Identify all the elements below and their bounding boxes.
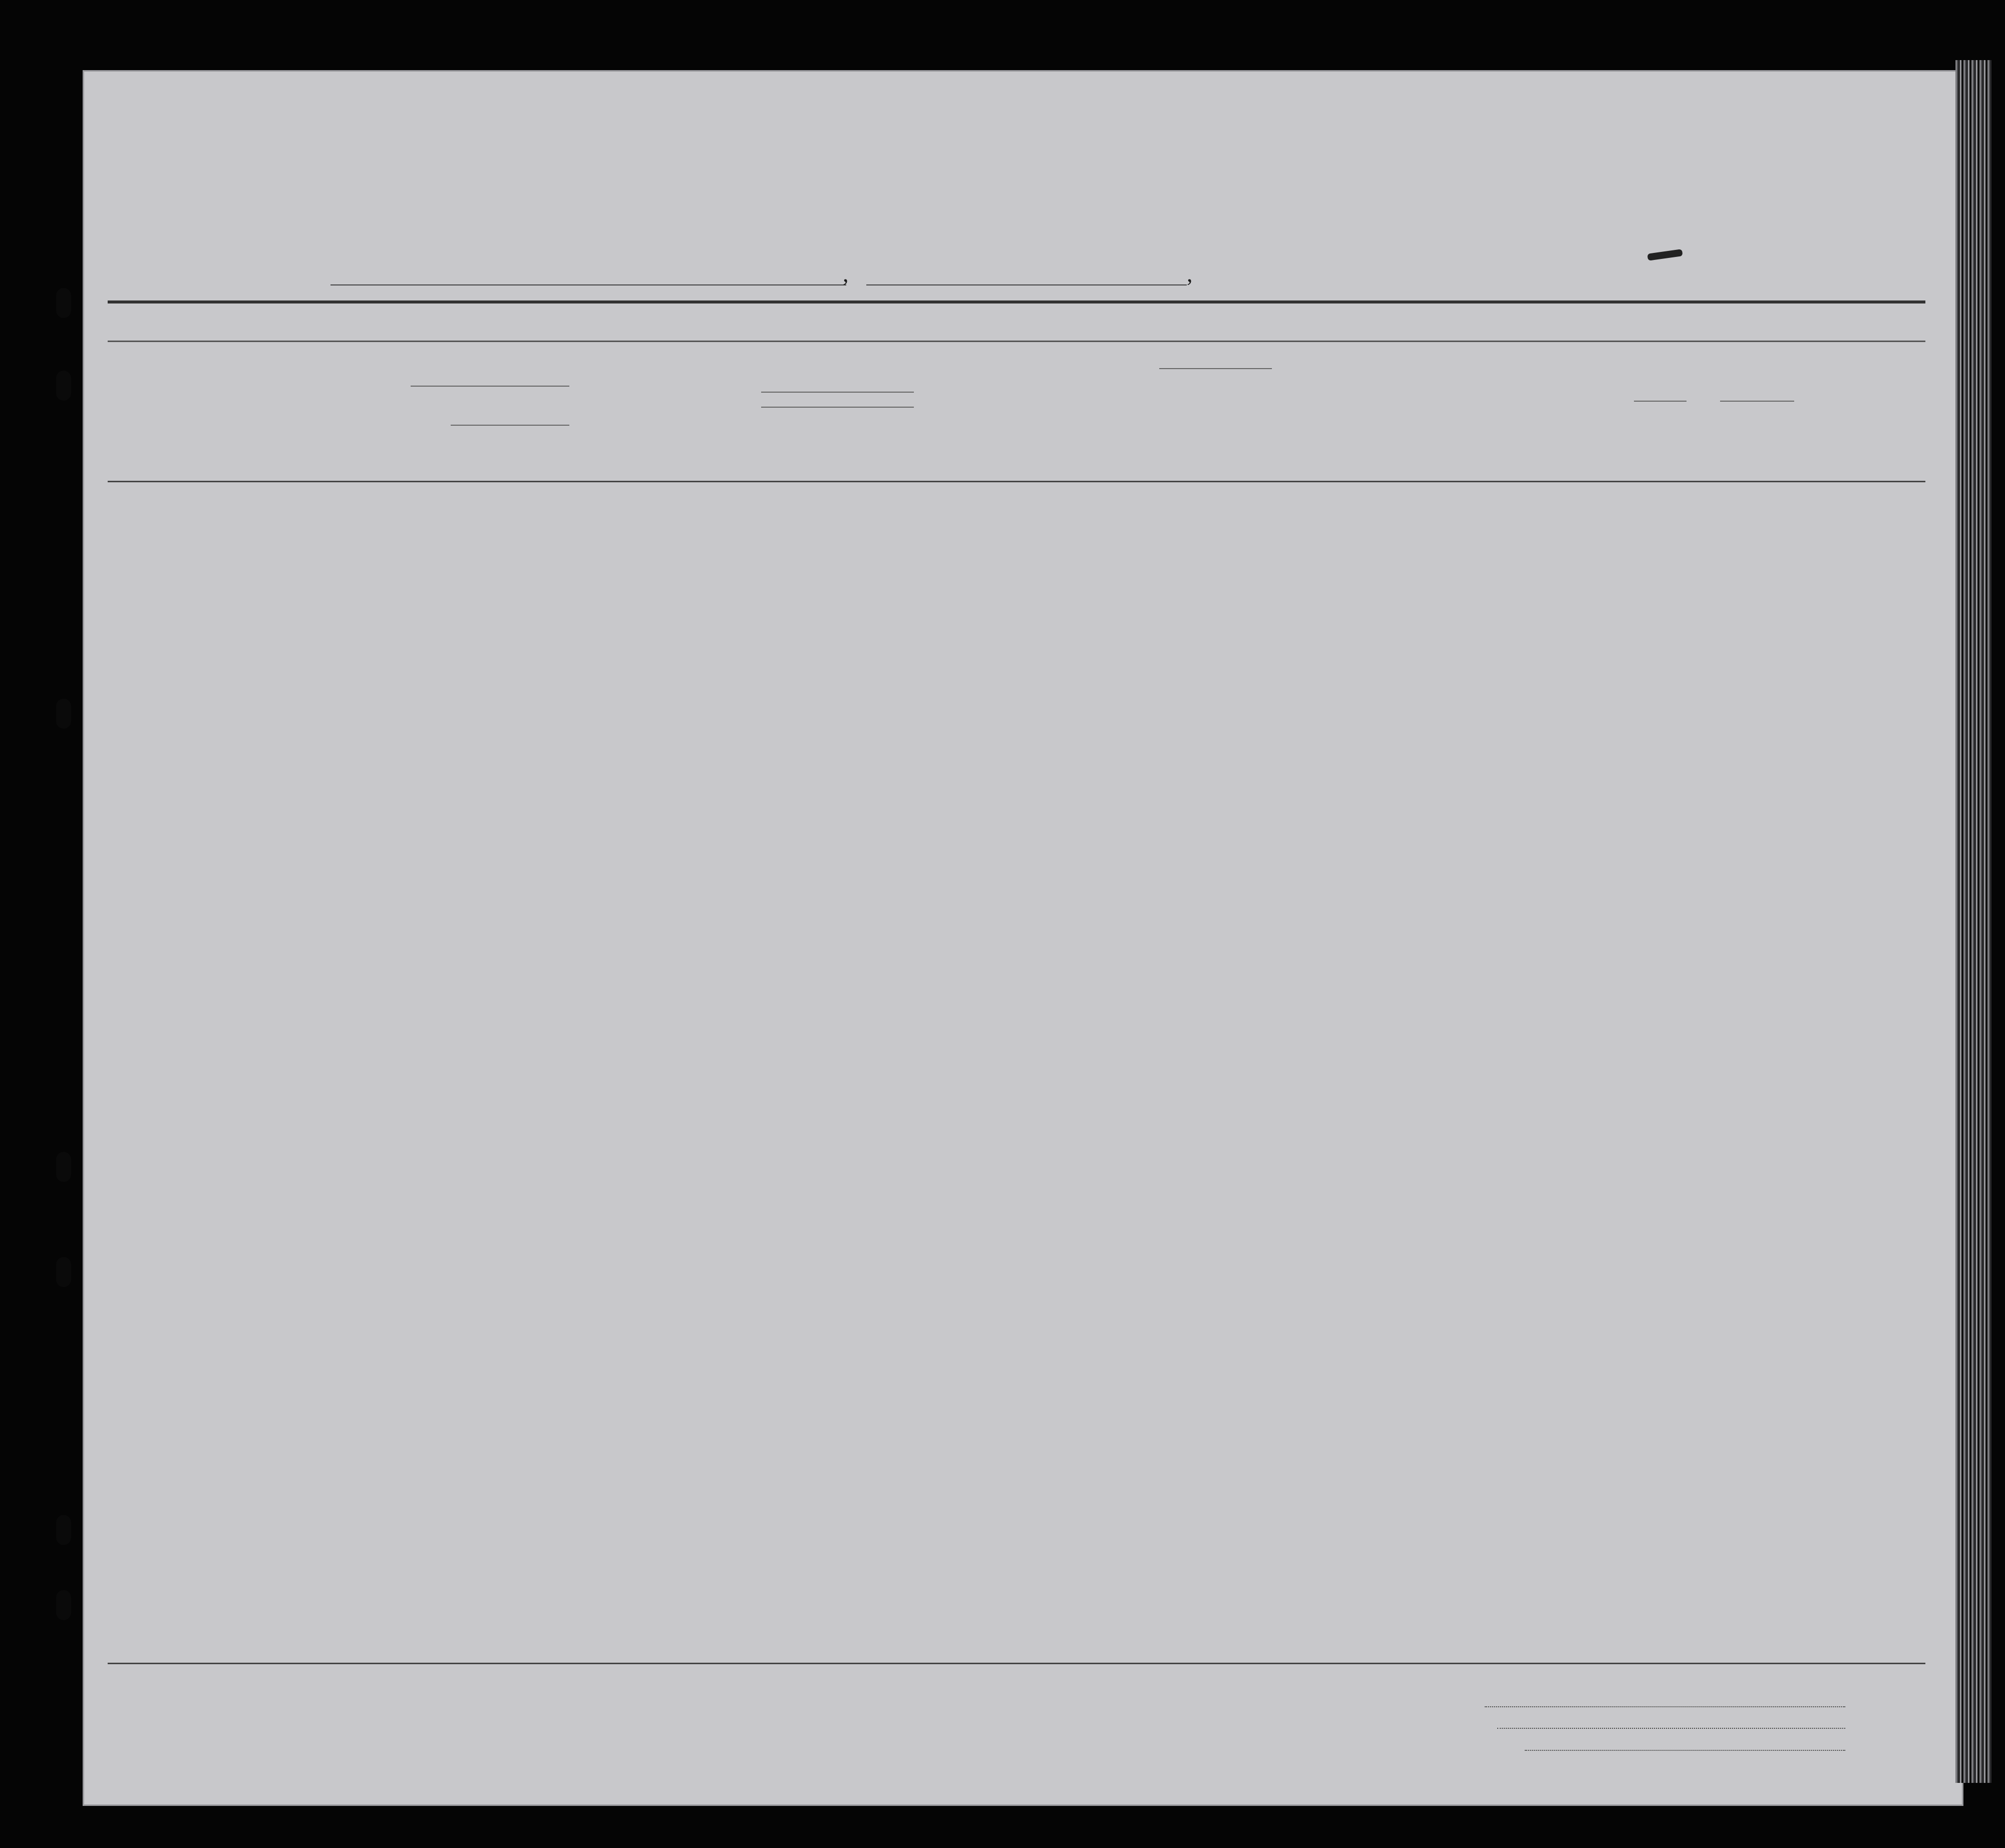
comma: , xyxy=(1187,261,1193,286)
top-rule xyxy=(108,300,1925,303)
header-inches xyxy=(1661,431,1677,471)
binder-hole xyxy=(56,1590,71,1620)
header-anarchist xyxy=(1349,351,1364,478)
header-ticket xyxy=(572,353,592,478)
arrow-mark xyxy=(56,291,71,306)
local-agents-field[interactable] xyxy=(1525,1750,1845,1751)
header-purpose-return xyxy=(1161,371,1206,478)
header-length-of-stay xyxy=(1208,371,1235,478)
header-polygamist xyxy=(1324,351,1340,478)
binder-hole xyxy=(56,1515,71,1545)
subheader-line xyxy=(761,392,914,393)
header-q31 xyxy=(1488,351,1513,478)
subheader-line xyxy=(411,386,569,387)
header-become-citizen xyxy=(1239,371,1269,478)
subheader-line xyxy=(761,407,914,408)
line-field[interactable] xyxy=(1485,1706,1845,1707)
header-q30 xyxy=(1465,351,1485,478)
subheader-line xyxy=(1720,401,1794,402)
binder-hole xyxy=(56,1152,71,1182)
subheader-line xyxy=(451,425,569,426)
manifest-sheet xyxy=(83,70,1963,1806)
subheader-line xyxy=(1159,368,1272,369)
footer-rule xyxy=(108,1663,1925,1664)
header-money xyxy=(697,353,721,478)
subheader-line xyxy=(1634,401,1687,402)
header-q28 xyxy=(1367,351,1422,478)
header-q29 xyxy=(1428,351,1461,478)
date-underline xyxy=(866,284,1187,285)
comma: , xyxy=(843,261,849,286)
binder-hole xyxy=(56,1257,71,1287)
owners-field[interactable] xyxy=(1497,1728,1845,1729)
header-rule xyxy=(108,341,1925,342)
binder-hole xyxy=(56,699,71,729)
header-prison xyxy=(1274,351,1297,478)
port-underline xyxy=(330,284,846,285)
stacked-pages-edge xyxy=(1955,60,1991,1783)
header-feet xyxy=(1636,431,1651,471)
binder-hole xyxy=(56,371,71,401)
header-bottom-rule xyxy=(108,481,1925,482)
